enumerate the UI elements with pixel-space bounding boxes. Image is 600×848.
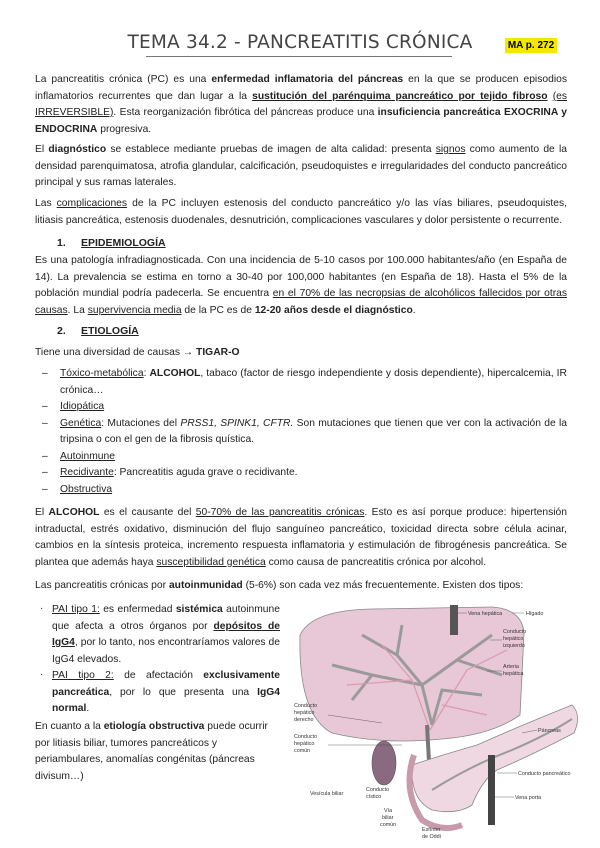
gallbladder-shape	[372, 741, 396, 785]
title-underline	[146, 56, 452, 57]
epidemiology-paragraph	[35, 253, 567, 319]
etiology-list	[42, 366, 567, 498]
text: : Pancreatitis aguda grave o recidivante.	[113, 467, 298, 478]
text: autoinmune que afecta a otros órganos por	[52, 604, 280, 632]
list-item-name: Autoinmune	[60, 450, 115, 462]
text: , por lo que presenta una	[109, 686, 258, 698]
text: Es una patología infradiagnosticada. Con una incidencia de 5-10 casos por 100.000 habitantes/año (en España de 14). La prevalencia se estima en torno a 30-40 por 100,000 habitantes (en España de 18). Hasta el 5% de la población mundial podría padecerla. Se encuentra	[35, 255, 567, 299]
text: de la PC es de	[181, 304, 255, 316]
label-conducto-cistico: cístico	[366, 794, 382, 800]
text: , tabaco (factor de riesgo independiente y dosis dependiente), hipercalcemia, IR crónica…	[60, 368, 567, 396]
list-item-name: Tóxico-metabólica	[60, 368, 144, 379]
text-underline: complicaciones	[56, 198, 128, 209]
text-bold: autoinmunidad	[168, 580, 243, 591]
text-bold: ALCOHOL	[48, 507, 100, 518]
label-vesicula-biliar: Vesícula biliar	[310, 791, 344, 797]
obstructive-paragraph	[35, 719, 285, 785]
list-item	[42, 366, 567, 399]
text-emphasis: depósitos de IgG4	[52, 620, 280, 648]
section-heading-epidemiologia	[57, 237, 166, 249]
text: es enfermedad	[99, 604, 176, 615]
list-item	[42, 482, 567, 499]
list-item-name: Genética	[60, 417, 102, 429]
etiology-lead	[35, 345, 567, 362]
dash-bullet: –	[42, 483, 48, 495]
label-conducto-hepatico-izquierdo: izquierdo	[503, 643, 525, 649]
autoimmune-paragraph	[35, 578, 567, 595]
label-conducto-hepatico-comun: Conducto	[294, 734, 318, 740]
pai-type2-item	[52, 668, 280, 718]
diagnosis-paragraph	[35, 142, 567, 192]
text-underline: PAI tipo 2:	[52, 670, 114, 681]
text-underline: PAI tipo 1:	[52, 604, 100, 615]
text: .	[412, 304, 416, 316]
label-esfinter-oddi: Esfínter	[422, 827, 441, 833]
label-via-biliar-comun: común	[380, 822, 397, 828]
label-conducto-pancreatico: Conducto pancreático	[518, 771, 571, 777]
text: . Esto es así porque produce: hipertensión intraductal, estrés oxidativo, disminución del flujo sanguíneo pancreático, toxicidad directa sobre célula acinar, cambios en la síntesis proteica, incremento respuesta inflamatoria y estimulación de fibrogénesis pancreática. Se plantea que además haya	[35, 507, 567, 568]
text-bold: enfermedad inflamatoria del páncreas	[211, 74, 404, 85]
label-conducto-hepatico-izquierdo: hepático	[503, 636, 524, 642]
text: es el causante del	[99, 507, 196, 518]
dash-bullet: –	[42, 368, 48, 379]
complications-paragraph	[35, 196, 567, 229]
text: El	[35, 144, 49, 155]
bullet-dot: ·	[40, 669, 44, 680]
text: , por lo tanto, nos encontraríamos valores de IgG4 elevados.	[52, 637, 280, 665]
label-esfinter-oddi: de Oddi	[422, 834, 441, 840]
text-bold: TIGAR-O	[193, 347, 240, 358]
text: El	[35, 507, 49, 518]
label-vena-hepatica: Vena hepática	[468, 611, 503, 617]
page-title: TEMA 34.2 - PANCREATITIS CRÓNICA	[127, 32, 473, 53]
pancreas-anatomy-figure	[292, 605, 582, 841]
text: (5-6%) son cada vez más frecuentemente. Existen dos tipos:	[242, 580, 524, 591]
list-item	[42, 449, 567, 466]
text-underline: 50-70% de las pancreatitis crónicas	[195, 507, 365, 518]
hepatic-vein	[450, 605, 458, 635]
text: .	[86, 703, 90, 714]
text: . Esta reorganización fibrótica del páncreas produce una	[113, 107, 378, 118]
list-item	[42, 416, 567, 449]
text-bold: 12-20 años desde el diagnóstico	[254, 304, 413, 316]
section-number: 2.	[57, 325, 66, 337]
label-conducto-hepatico-derecho: derecho	[294, 717, 314, 723]
dash-bullet: –	[42, 417, 48, 429]
text: La pancreatitis crónica (PC) es una	[35, 74, 212, 85]
text-underline: en el 70% de las necropsias de alcohólicos fallecidos por otras causas	[35, 288, 567, 316]
list-item-name: Recidivante	[60, 467, 114, 478]
dash-bullet: –	[42, 450, 48, 462]
text-bold: IgG4 normal	[52, 686, 280, 714]
label-conducto-hepatico-derecho: Conducto	[294, 703, 318, 709]
text: Tiene una diversidad de causas	[35, 347, 183, 358]
text-underline: supervivencia media	[87, 304, 182, 316]
list-item	[42, 399, 567, 416]
text: :	[143, 368, 150, 379]
text: en la que se producen episodios inflamatorios recurrentes que dan lugar a la	[35, 74, 567, 102]
list-item-name: Obstructiva	[60, 483, 113, 495]
text: . La	[67, 304, 88, 316]
portal-vein	[488, 755, 495, 825]
text: de la PC incluyen estenosis del conducto pancreático y/o las vías biliares, pseudoquistes, litiasis pancreática, estenosis duodenales, desnutrición, complicaciones vasculares y dolor persistente o recurrente.	[35, 198, 567, 226]
text: progresiva.	[97, 123, 152, 135]
text: Son mutaciones que tienen que ver con la activación de la tripsina o con el gen de la fibrosis quística.	[60, 417, 567, 445]
label-conducto-hepatico-comun: común	[294, 748, 311, 754]
label-conducto-hepatico-derecho: hepático	[294, 710, 315, 716]
section-label: ETIOLOGÍA	[81, 325, 139, 337]
text: En cuanto a la	[35, 721, 104, 732]
text: se establece mediante pruebas de imagen de alta calidad: presenta	[106, 144, 436, 155]
label-vena-porta: Vena porta	[515, 795, 542, 801]
list-item	[42, 465, 567, 482]
label-via-biliar-comun: Vía	[384, 808, 393, 814]
intro-paragraph	[35, 72, 567, 138]
text-underline: (es IRREVERSIBLE)	[35, 90, 567, 118]
pai-type1-item	[52, 602, 280, 668]
text-bold: sistémica	[175, 604, 223, 615]
label-conducto-hepatico-izquierdo: Conducto	[503, 629, 527, 635]
alcohol-paragraph	[35, 505, 567, 571]
dash-bullet: –	[42, 467, 48, 478]
label-arteria-hepatica: hepática	[503, 671, 524, 677]
label-conducto-hepatico-comun: hepático	[294, 741, 315, 747]
section-number: 1.	[57, 237, 66, 249]
text: como causa de pancreatitis crónica por alcohol.	[265, 556, 487, 568]
section-label: EPIDEMIOLOGÍA	[81, 237, 166, 249]
text: Las pancreatitis crónicas por	[35, 580, 169, 591]
label-higado: Hígado	[526, 611, 544, 617]
label-via-biliar-comun: biliar	[382, 815, 394, 821]
text-emphasis: sustitución del parénquima pancreático por tejido fibroso	[252, 90, 548, 102]
text-underline: signos	[435, 144, 466, 155]
text: Las	[35, 198, 57, 209]
text: puede ocurrir por litiasis biliar, tumores pancreáticos y periambulares, anomalías congénitas (páncreas divisum…)	[35, 721, 268, 782]
bullet-dot: ·	[40, 603, 44, 614]
text-bold: diagnóstico	[48, 144, 107, 155]
list-item-name: Idiopática	[60, 401, 105, 412]
text: de afectación	[113, 670, 204, 681]
text: como aumento de la densidad parenquimatosa, atrofia glandular, calcificación, pseudoquistes e irregularidades del conducto pancreático principal y sus ramas laterales.	[35, 144, 567, 188]
text: : Mutaciones del	[101, 417, 181, 429]
text-bold: insuficiencia pancreática EXOCRINA y ENDOCRINA	[35, 107, 567, 135]
label-arteria-hepatica: Arteria	[503, 664, 519, 670]
text-italic: PRSS1, SPINK1, CFTR.	[180, 417, 294, 429]
text-bold: ALCOHOL	[149, 368, 201, 379]
label-pancreas: Páncreas	[538, 728, 561, 734]
label-conducto-cistico: Conducto	[366, 787, 390, 793]
text-bold: exclusivamente pancreática	[52, 670, 280, 698]
dash-bullet: –	[42, 401, 48, 412]
text-underline: susceptibilidad genética	[156, 556, 266, 568]
arrow-right-icon: →	[182, 347, 194, 358]
reference-badge: MA p. 272	[505, 38, 557, 53]
section-heading-etiologia	[57, 325, 139, 337]
text-bold: etiología obstructiva	[103, 721, 205, 732]
